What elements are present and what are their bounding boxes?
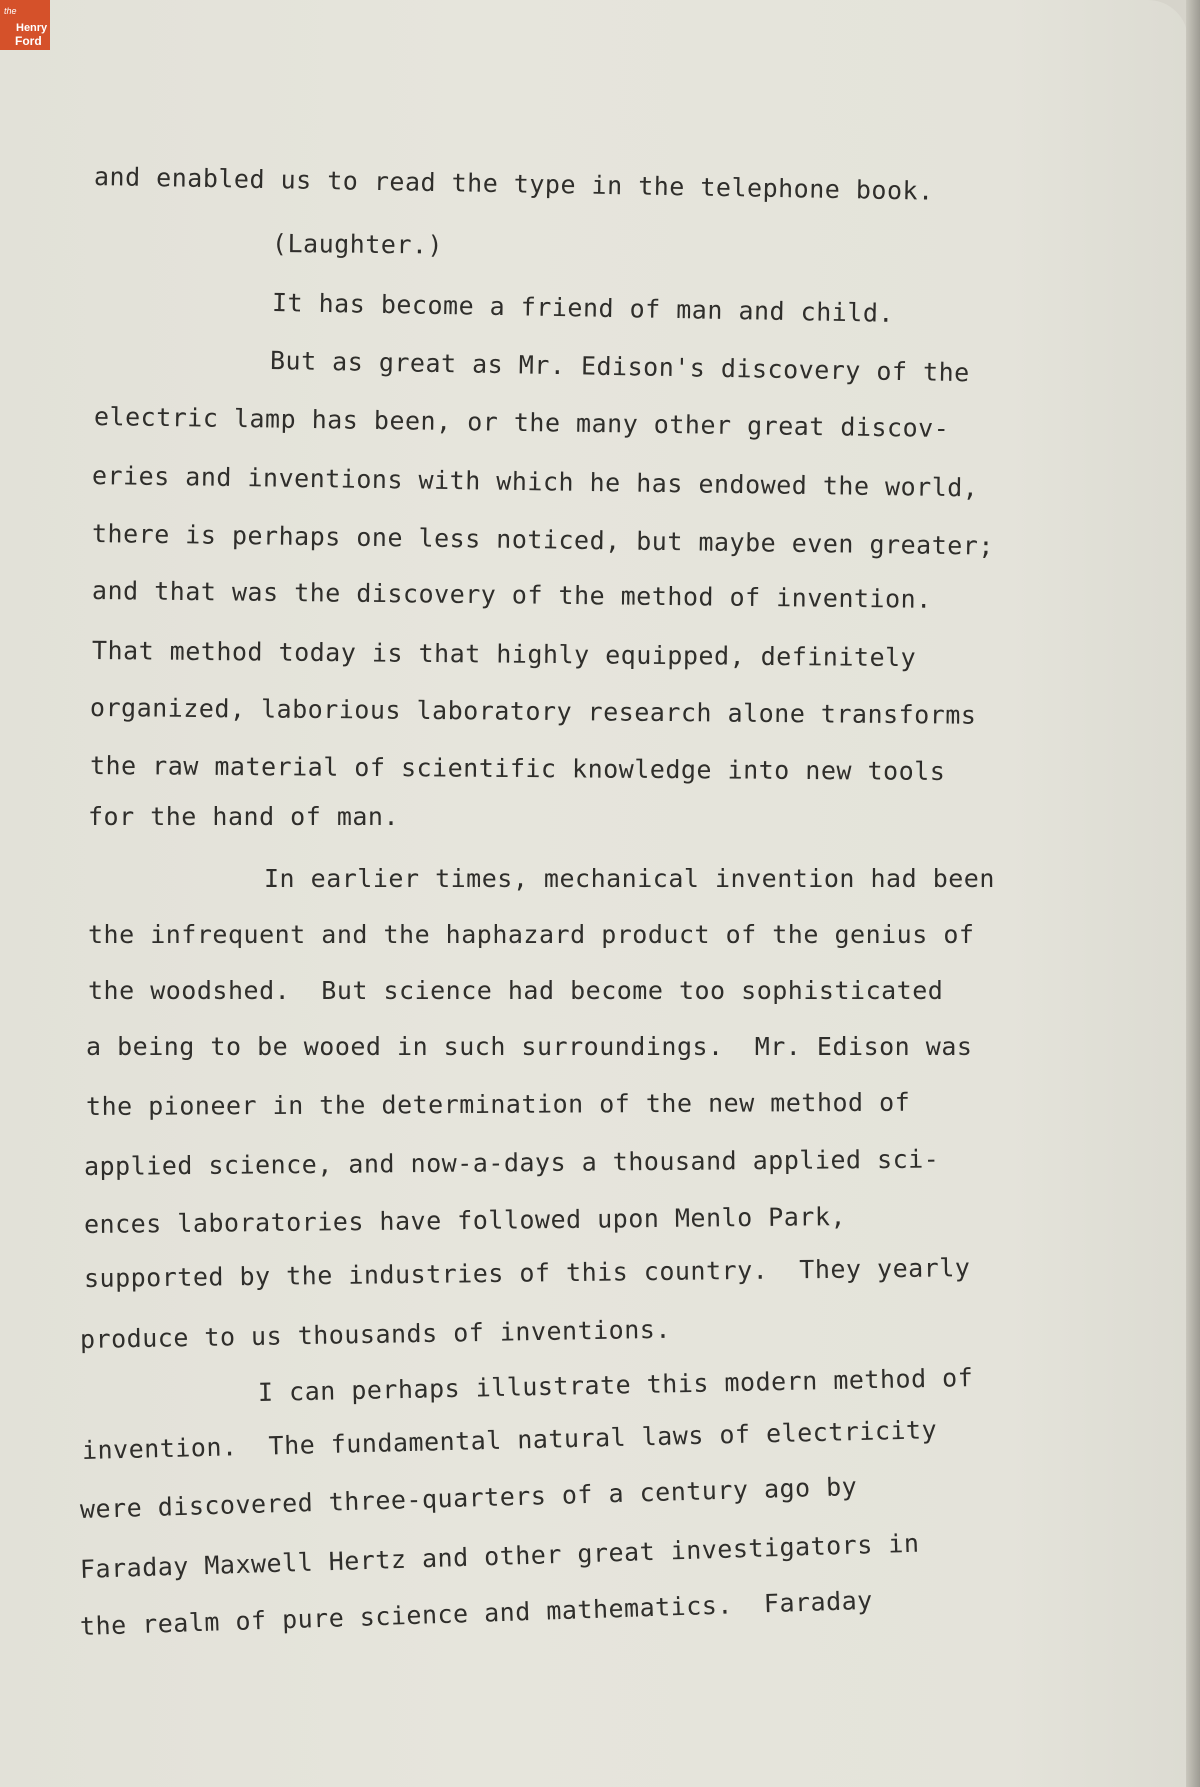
text-line: organized, laborious laboratory research alone transforms — [89, 693, 977, 730]
text-line: the realm of pure science and mathematics. Faraday — [79, 1585, 874, 1641]
text-line: the infrequent and the haphazard product of the genius of — [88, 920, 975, 949]
logo-text-henry: Henry — [16, 22, 48, 34]
logo-text-the: the — [4, 6, 17, 16]
text-line: there is perhaps one less noticed, but maybe even greater; — [91, 519, 995, 561]
text-line: I can perhaps illustrate this modern method of — [257, 1363, 974, 1407]
text-line: a being to be wooed in such surroundings. Mr. Edison was — [86, 1032, 973, 1061]
text-line: invention. The fundamental natural laws of electricity — [81, 1415, 938, 1465]
text-line: electric lamp has been, or the many other great discov- — [93, 402, 950, 443]
text-line: supported by the industries of this country. They yearly — [83, 1253, 971, 1293]
text-line: produce to us thousands of inventions. — [79, 1314, 672, 1354]
text-line: ences laboratories have followed upon Menlo Park, — [83, 1202, 847, 1239]
logo-text-ford: Ford — [15, 34, 42, 48]
text-line: the woodshed. But science had become too sophisticated — [88, 976, 944, 1005]
text-line: the pioneer in the determination of the new method of — [85, 1087, 911, 1121]
text-line: the raw material of scientific knowledge into new tools — [89, 751, 946, 786]
text-line: for the hand of man. — [88, 802, 400, 831]
text-line: In earlier times, mechanical invention had been — [264, 864, 995, 893]
text-line: were discovered three-quarters of a century ago by — [79, 1471, 858, 1524]
text-line: That method today is that highly equipped, definitely — [91, 636, 917, 673]
henry-ford-logo — [0, 0, 50, 50]
text-line: and that was the discovery of the method of invention. — [91, 576, 932, 614]
text-line: applied science, and now-a-days a thousand applied sci- — [83, 1144, 940, 1181]
page-edge-shadow — [1186, 0, 1200, 1787]
text-line: eries and inventions with which he has endowed the world, — [91, 461, 979, 503]
text-line: But as great as Mr. Edison's discovery of the — [269, 346, 970, 388]
text-line: Faraday Maxwell Hertz and other great investigators in — [79, 1528, 920, 1584]
text-line: and enabled us to read the type in the telephone book. — [93, 162, 934, 206]
text-line: It has become a friend of man and child. — [271, 288, 895, 328]
text-line: (Laughter.) — [271, 229, 444, 260]
